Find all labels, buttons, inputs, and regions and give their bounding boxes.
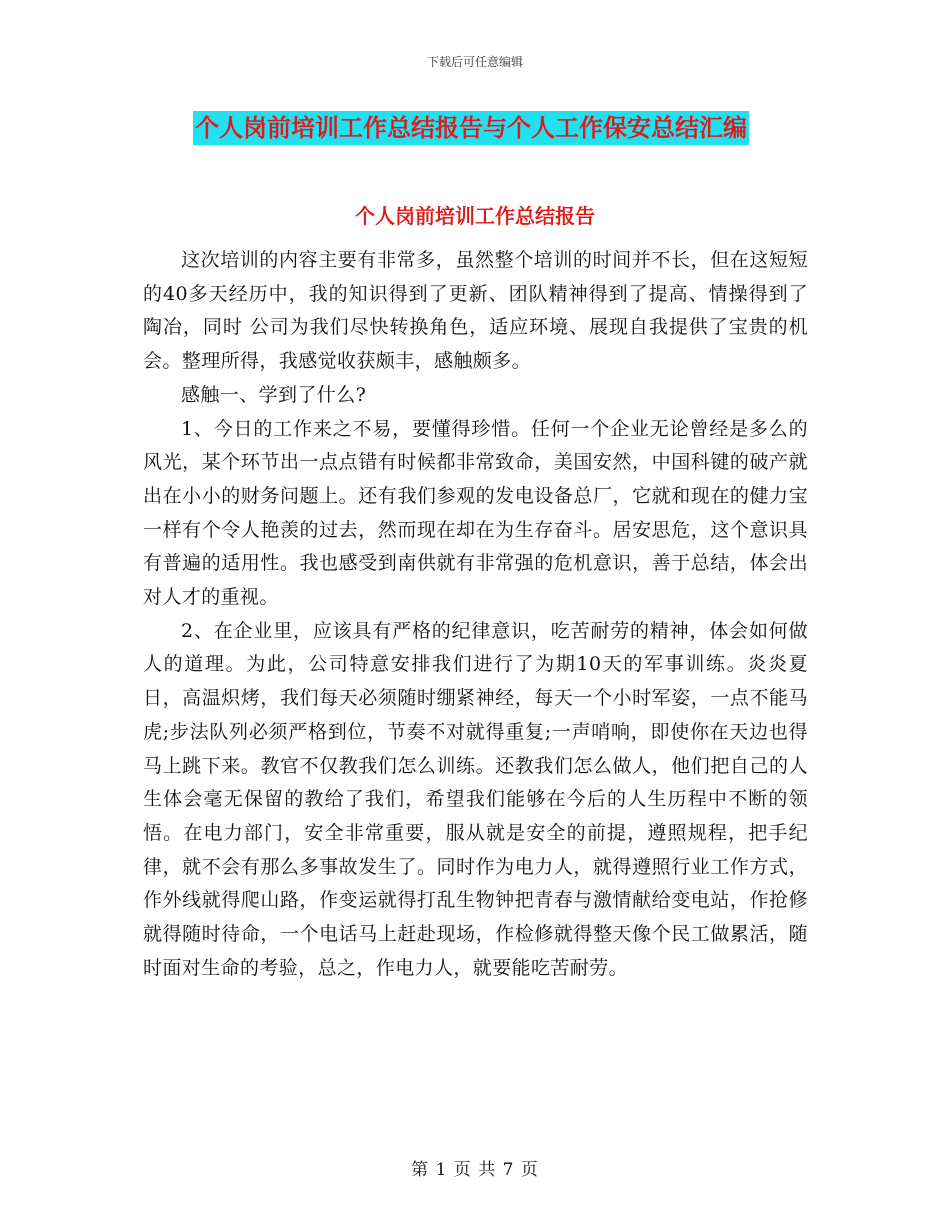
document-main-title: 个人岗前培训工作总结报告与个人工作保安总结汇编 (193, 111, 749, 145)
paragraph-point-1: 1、今日的工作来之不易，要懂得珍惜。任何一个企业无论曾经是多么的风光，某个环节出一点点错有时候都非常致命，美国安然，中国科键的破产就出在小小的财务问题上。还有我们参观的发电设备总厂，它就和现在的健力宝一样有个令人艳羡的过去，然而现在却在为生存奋斗。居安思危，这个意识具有普遍的适用性。我也感受到南供就有非常强的危机意识，善于总结，体会出对人才的重视。 (143, 417, 808, 609)
header-note: 下载后可任意编辑 (426, 55, 523, 69)
paragraph-intro: 这次培训的内容主要有非常多，虽然整个培训的时间并不长，但在这短短的40多天经历中，我的知识得到了更新、团队精神得到了提高、情操得到了陶冶，同时 公司为我们尽快转换角色，适应环境、展现自我提供了宝贵的机会。整理所得，我感觉收获颇丰，感触颇多。 (143, 249, 808, 373)
page-number-footer: 第 1 页 共 7 页 (411, 1160, 539, 1180)
paragraph-heading-1: 感触一、学到了什么? (181, 383, 367, 406)
paragraph-point-2: 2、在企业里，应该具有严格的纪律意识，吃苦耐劳的精神，体会如何做人的道理。为此，公司特意安排我们进行了为期10天的军事训练。炎炎夏日，高温炽烤，我们每天必须随时绷紧神经，每天一个小时军姿，一点不能马虎;步法队列必须严格到位，节奏不对就得重复;一声哨响，即使你在天边也得马上跳下来。教官不仅教我们怎么训练。还教我们怎么做人，他们把自己的人生体会毫无保留的教给了我们，希望我们能够在今后的人生历程中不断的领悟。在电力部门，安全非常重要，服从就是安全的前提，遵照规程，把手纪律，就不会有那么多事故发生了。同时作为电力人，就得遵照行业工作方式，作外线就得爬山路，作变运就得打乱生物钟把青春与激情献给变电站，作抢修就得随时待命，一个电话马上赶赴现场，作检修就得整天像个民工做累活，随时面对生命的考验，总之，作电力人，就要能吃苦耐劳。 (143, 619, 808, 979)
section-title: 个人岗前培训工作总结报告 (355, 204, 595, 228)
document-body (143, 244, 808, 985)
